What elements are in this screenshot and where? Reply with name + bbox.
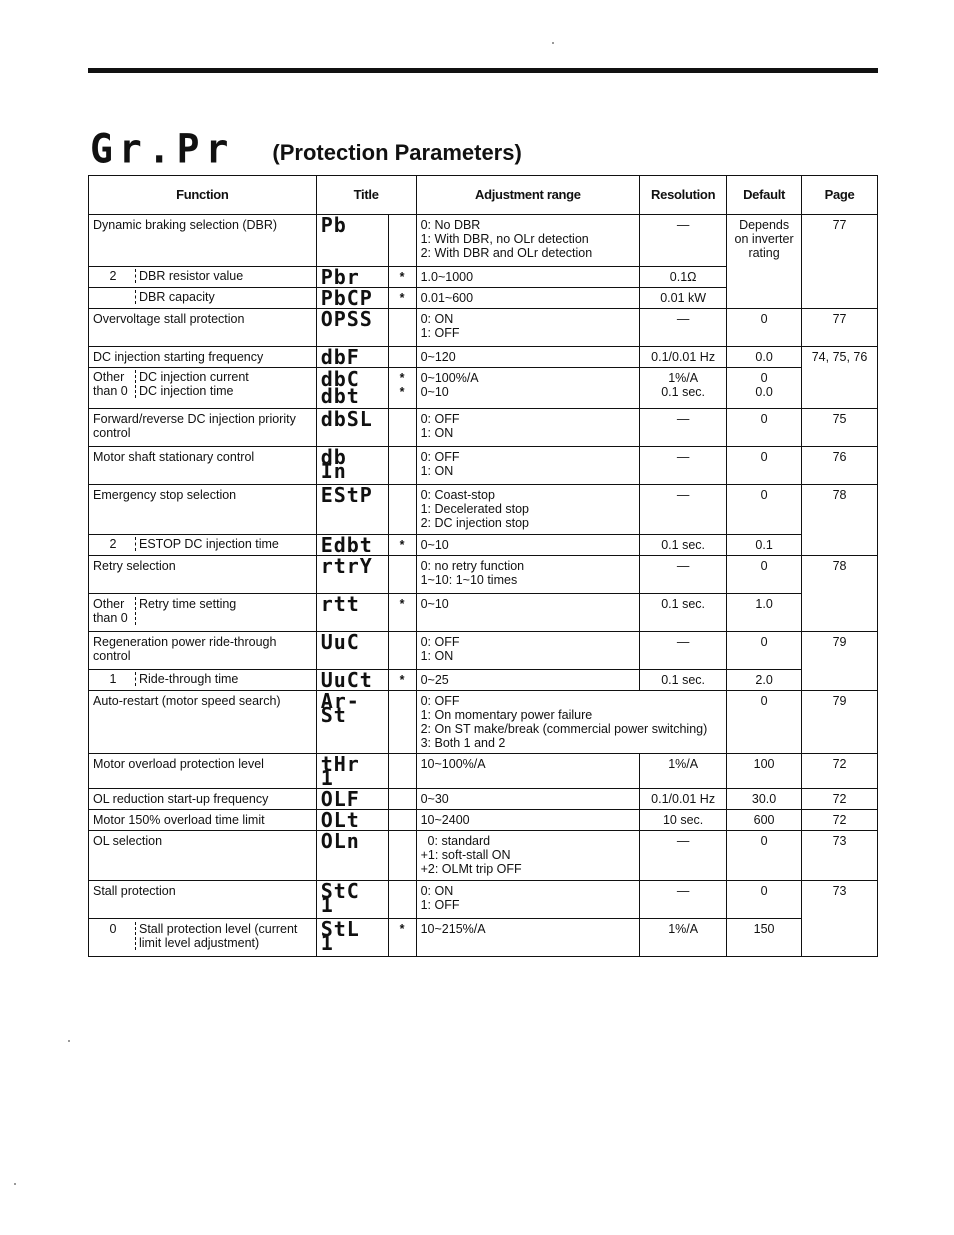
star-cell: * * [388,368,416,409]
star-cell [388,409,416,447]
page-title: (Protection Parameters) [272,140,522,165]
title-code-cell: db In [316,447,388,485]
title-code-cell: PbCP [316,288,388,309]
range-cell: 10~100%/A [416,754,640,789]
default-cell: 0 [727,409,802,447]
function-cell: Auto-restart (motor speed search) [89,691,317,754]
range-cell: 0.01~600 [416,288,640,309]
function-cell: 2 DBR resistor value [89,267,317,288]
resolution-cell: — [640,409,727,447]
range-cell: 0: OFF 1: ON [416,632,640,670]
star-cell [388,789,416,810]
resolution-cell: 10 sec. [640,810,727,831]
resolution-cell: 0.1 sec. [640,535,727,556]
header-function: Function [89,176,317,215]
table-row [89,409,878,447]
range-cell: 0~10 [416,594,640,632]
page-cell: 76 [802,447,878,485]
star-cell: * [388,919,416,957]
header-title: Title [316,176,416,215]
page-cell: 72 [802,754,878,789]
table-row [89,810,878,831]
default-cell: 0 [727,309,802,347]
range-cell: 0~25 [416,670,640,691]
star-cell [388,881,416,919]
table-row [89,556,878,594]
title-code-cell: StL 1 [316,919,388,957]
title-code-cell: OLF [316,789,388,810]
title-code-cell: tHr 1 [316,754,388,789]
star-cell [388,447,416,485]
scan-speck [14,1183,16,1185]
function-cell: Dynamic braking selection (DBR) [89,215,317,267]
page-header [90,125,522,173]
title-code-cell: rtt [316,594,388,632]
title-code-cell: Edbt [316,535,388,556]
star-cell: * [388,670,416,691]
condition-label: 2 [93,537,136,551]
range-cell: 0: OFF 1: ON [416,409,640,447]
table-row [89,881,878,919]
resolution-cell: — [640,447,727,485]
default-cell: Depends on inverter rating [727,215,802,309]
function-cell: OL reduction start-up frequency [89,789,317,810]
star-cell: * [388,594,416,632]
star-cell [388,347,416,368]
page-cell: 78 [802,485,878,556]
default-cell: 0 0.0 [727,368,802,409]
table-row [89,447,878,485]
star-cell [388,556,416,594]
resolution-cell: — [640,309,727,347]
title-code-cell: dbSL [316,409,388,447]
table-row [89,632,878,670]
condition-label: Other than 0 [93,370,136,398]
function-cell: 1 Ride-through time [89,670,317,691]
range-cell: 0~10 [416,535,640,556]
scan-speck [68,1040,70,1042]
table-row [89,670,878,691]
resolution-cell: 0.1 sec. [640,594,727,632]
resolution-cell: 0.1Ω [640,267,727,288]
function-cell: Regeneration power ride-through control [89,632,317,670]
function-cell: Motor shaft stationary control [89,447,317,485]
page-cell: 74, 75, 76 [802,347,878,409]
default-cell: 0.0 [727,347,802,368]
resolution-cell: 1%/A [640,754,727,789]
header-adjustment-range: Adjustment range [416,176,640,215]
default-cell: 600 [727,810,802,831]
table-row [89,215,878,267]
page-cell: 79 [802,691,878,754]
group-code-logo: Gr.Pr [90,125,235,173]
function-cell: DBR capacity [89,288,317,309]
range-cell: 0~30 [416,789,640,810]
table-row [89,368,878,409]
table-row [89,831,878,881]
resolution-cell: 0.1 sec. [640,670,727,691]
star-cell [388,691,416,754]
title-code-cell: EStP [316,485,388,535]
header-page: Page [802,176,878,215]
function-cell: OL selection [89,831,317,881]
title-code-cell: dbC dbt [316,368,388,409]
default-cell: 0 [727,632,802,670]
top-rule [88,68,878,73]
resolution-cell: — [640,556,727,594]
range-cell: 0: No DBR 1: With DBR, no OLr detection 2: With DBR and OLr detection [416,215,640,267]
range-cell: 10~2400 [416,810,640,831]
function-cell: DC injection starting frequency [89,347,317,368]
resolution-cell: — [640,831,727,881]
title-code-cell: OPSS [316,309,388,347]
table-row [89,309,878,347]
table-row [89,594,878,632]
range-cell: 0: ON 1: OFF [416,881,640,919]
page-cell: 79 [802,632,878,691]
header-resolution: Resolution [640,176,727,215]
table-row [89,535,878,556]
default-cell: 150 [727,919,802,957]
default-cell: 0 [727,881,802,919]
range-cell: 0: no retry function 1~10: 1~10 times [416,556,640,594]
range-cell: 0: ON 1: OFF [416,309,640,347]
condition-label [93,290,136,304]
function-cell: 2 ESTOP DC injection time [89,535,317,556]
header-default: Default [727,176,802,215]
table-row [89,754,878,789]
table-row [89,919,878,957]
range-cell: 1.0~1000 [416,267,640,288]
parameter-table [88,175,878,957]
range-cell: 10~215%/A [416,919,640,957]
title-code-cell: rtrY [316,556,388,594]
range-cell: 0: Coast-stop 1: Decelerated stop 2: DC injection stop [416,485,640,535]
function-cell: Emergency stop selection [89,485,317,535]
resolution-cell: 0.1/0.01 Hz [640,789,727,810]
title-code-cell: OLn [316,831,388,881]
page-cell: 75 [802,409,878,447]
star-cell: * [388,288,416,309]
page-cell: 77 [802,215,878,309]
star-cell: * [388,267,416,288]
star-cell [388,754,416,789]
default-cell: 1.0 [727,594,802,632]
star-cell: * [388,535,416,556]
function-cell: Motor overload protection level [89,754,317,789]
title-code-cell: UuC [316,632,388,670]
function-cell: Overvoltage stall protection [89,309,317,347]
star-cell [388,215,416,267]
title-code-cell: dbF [316,347,388,368]
resolution-cell: 1%/A [640,919,727,957]
star-cell [388,632,416,670]
condition-label: 1 [93,672,136,686]
page-cell: 78 [802,556,878,632]
table-header-row [89,176,878,215]
condition-label: 2 [93,269,136,283]
function-cell: Motor 150% overload time limit [89,810,317,831]
condition-label: Other than 0 [93,597,136,625]
resolution-cell: — [640,881,727,919]
default-cell: 0 [727,556,802,594]
resolution-cell: — [640,485,727,535]
function-cell: Other than 0 DC injection current DC injection time [89,368,317,409]
table-row [89,347,878,368]
resolution-cell: 0.1/0.01 Hz [640,347,727,368]
table-row [89,789,878,810]
star-cell [388,810,416,831]
star-cell [388,309,416,347]
star-cell [388,485,416,535]
range-cell: 0~100%/A 0~10 [416,368,640,409]
title-code-cell: StC 1 [316,881,388,919]
page-cell: 72 [802,789,878,810]
function-cell: Other than 0 Retry time setting [89,594,317,632]
function-cell: Stall protection [89,881,317,919]
function-cell: Forward/reverse DC injection priority control [89,409,317,447]
title-code-cell: OLt [316,810,388,831]
default-cell: 0 [727,691,802,754]
default-cell: 0.1 [727,535,802,556]
resolution-cell: — [640,215,727,267]
table-row [89,691,878,754]
default-cell: 0 [727,485,802,535]
resolution-cell: 1%/A 0.1 sec. [640,368,727,409]
default-cell: 0 [727,447,802,485]
title-code-cell: Pbr [316,267,388,288]
function-cell: 0 Stall protection level (current limit level adjustment) [89,919,317,957]
page-cell: 77 [802,309,878,347]
table-row [89,485,878,535]
star-cell [388,831,416,881]
title-code-cell: Pb [316,215,388,267]
range-cell: 0: OFF 1: On momentary power failure 2: On ST make/break (commercial power switching) 3: Both 1 and 2 [416,691,727,754]
default-cell: 0 [727,831,802,881]
default-cell: 30.0 [727,789,802,810]
default-cell: 100 [727,754,802,789]
range-cell: 0~120 [416,347,640,368]
range-cell: 0: standard +1: soft-stall ON +2: OLMt trip OFF [416,831,640,881]
condition-label: 0 [93,922,136,950]
resolution-cell: — [640,632,727,670]
page-cell: 72 [802,810,878,831]
resolution-cell: 0.01 kW [640,288,727,309]
title-code-cell: UuCt [316,670,388,691]
range-cell: 0: OFF 1: ON [416,447,640,485]
scan-speck [552,42,554,44]
page-cell: 73 [802,831,878,881]
page-cell: 73 [802,881,878,957]
function-cell: Retry selection [89,556,317,594]
default-cell: 2.0 [727,670,802,691]
title-code-cell: Ar-St [316,691,388,754]
